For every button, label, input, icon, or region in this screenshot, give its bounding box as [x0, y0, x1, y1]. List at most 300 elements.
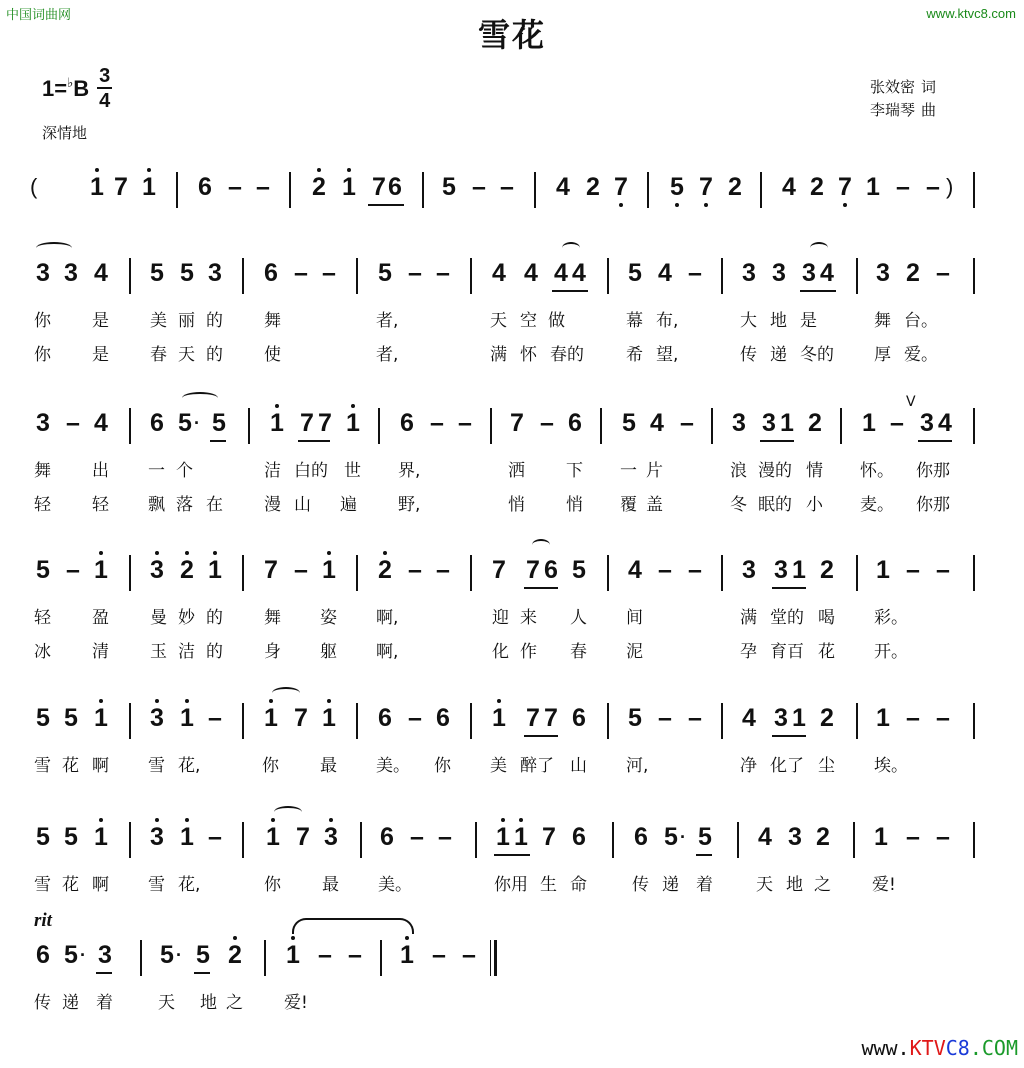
lyric-verse-1: 出: [92, 461, 109, 481]
lyric-verse-2: 轻: [34, 495, 51, 515]
note: 6: [572, 823, 586, 851]
lyric-verse-2: 躯: [320, 642, 337, 662]
low-octave-dot: [843, 203, 847, 207]
lyric-verse-1: 化了: [770, 756, 804, 776]
eighth-note-underline: [696, 854, 712, 856]
lyric-verse-1: 是: [800, 311, 817, 331]
note: 5: [622, 409, 636, 437]
eighth-note-underline: [194, 972, 210, 974]
lyric-verse-1: 彩。: [874, 608, 908, 628]
lyric-verse-2: 眠的: [758, 495, 792, 515]
key-signature: [42, 66, 112, 111]
note: 3: [208, 259, 222, 287]
lyric-verse-1: 你用: [494, 875, 528, 895]
lyric-verse-2: 你: [34, 345, 51, 365]
note: 3: [920, 409, 934, 437]
note: 1: [340, 172, 358, 202]
high-octave-dot: [497, 699, 501, 703]
note: 5 ·: [64, 941, 86, 969]
note: 4: [524, 259, 538, 287]
duration-dash: –: [436, 259, 450, 287]
note: 2: [728, 173, 742, 201]
barline: [607, 703, 609, 739]
note: 7: [697, 172, 715, 202]
lyric-verse-1: 尘: [818, 756, 835, 776]
note: 2: [906, 259, 920, 287]
lyric-verse-1: 个: [176, 461, 193, 481]
note: 4: [572, 259, 586, 287]
high-octave-dot: [271, 818, 275, 822]
note: 1: [92, 822, 110, 852]
high-octave-dot: [185, 818, 189, 822]
note: 2: [816, 823, 830, 851]
barline: [737, 822, 739, 858]
augmentation-dot: ·: [680, 827, 686, 847]
lyric-verse-2: 花: [818, 642, 835, 662]
lyric-verse-1: 舞: [264, 608, 281, 628]
lyric-verse-2: 的: [206, 345, 223, 365]
note: 2: [808, 409, 822, 437]
lyric-verse-2: 你那: [916, 495, 950, 515]
barline: [490, 408, 492, 444]
lyric-verse-1: 一: [620, 461, 637, 481]
lyric-verse-2: 孕: [740, 642, 757, 662]
augmentation-dot: ·: [194, 413, 200, 433]
lyric-verse-1: 递: [662, 875, 679, 895]
lyric-verse-1: 舞: [264, 311, 281, 331]
barline: [129, 822, 131, 858]
duration-dash: –: [896, 173, 910, 201]
lyric-verse-2: 遍: [340, 495, 357, 515]
barline: [470, 703, 472, 739]
lyric-verse-2: 者,: [376, 345, 399, 365]
note: 4: [94, 259, 108, 287]
lyric-verse-2: 递: [770, 345, 787, 365]
lyric-verse-1: 天: [158, 993, 175, 1013]
note: 6: [36, 941, 50, 969]
lyric-verse-1: 界,: [398, 461, 421, 481]
barline: [129, 703, 131, 739]
lyric-verse-1: 之: [226, 993, 243, 1013]
note: 1: [874, 823, 888, 851]
low-octave-dot: [704, 203, 708, 207]
high-octave-dot: [99, 551, 103, 555]
lyric-verse-1: 传: [34, 993, 51, 1013]
lyric-verse-1: 着: [96, 993, 113, 1013]
barline: [607, 555, 609, 591]
barline: [856, 555, 858, 591]
note: 5 ·: [664, 823, 686, 851]
note: 4: [658, 259, 672, 287]
slur-arc: [272, 687, 300, 699]
high-octave-dot: [347, 168, 351, 172]
duration-dash: –: [906, 823, 920, 851]
lyric-verse-2: 的: [206, 642, 223, 662]
duration-dash: –: [688, 556, 702, 584]
lyric-verse-1: 地: [770, 311, 787, 331]
note: 1: [862, 409, 876, 437]
note: 3: [322, 822, 340, 852]
eighth-note-underline: [210, 440, 226, 442]
note: 5: [36, 556, 50, 584]
lyric-verse-1: 爱!: [872, 875, 896, 895]
barline: [129, 555, 131, 591]
duration-dash: –: [438, 823, 452, 851]
lyric-verse-1: 洒: [508, 461, 525, 481]
note: 1: [320, 555, 338, 585]
watermark-site-name: 中国词曲网: [6, 8, 72, 23]
lyric-verse-1: 喝: [818, 608, 835, 628]
composer-name: 李瑞琴: [870, 101, 916, 119]
note: 3: [732, 409, 746, 437]
lyric-verse-1: 白的: [294, 461, 328, 481]
lyric-verse-1: 生: [540, 875, 557, 895]
duration-dash: –: [906, 704, 920, 732]
note: 1: [876, 704, 890, 732]
barline: [856, 703, 858, 739]
high-octave-dot: [351, 404, 355, 408]
lyric-verse-1: 天: [756, 875, 773, 895]
lyricist-name: 张效密: [870, 78, 916, 96]
note: 3: [774, 556, 788, 584]
note: 3: [802, 259, 816, 287]
eighth-note-underline: [760, 440, 794, 442]
lyric-verse-2: 春的: [550, 345, 584, 365]
lyric-verse-1: 花,: [178, 875, 201, 895]
lyric-verse-2: 怀: [520, 345, 537, 365]
lyric-verse-2: 泥: [626, 642, 643, 662]
duration-dash: –: [936, 823, 950, 851]
lyric-verse-1: 雪: [34, 756, 51, 776]
duration-dash: –: [348, 941, 362, 969]
lyric-verse-1: 河,: [626, 756, 649, 776]
lyric-verse-2: 身: [264, 642, 281, 662]
barline: [647, 172, 649, 208]
note: 1: [268, 408, 286, 438]
lyric-verse-1: 啊: [92, 875, 109, 895]
high-octave-dot: [155, 699, 159, 703]
lyric-verse-1: 花: [62, 756, 79, 776]
lyric-verse-1: 轻: [34, 608, 51, 628]
lyric-verse-1: 做: [548, 311, 565, 331]
note: 1: [494, 822, 512, 852]
lyric-verse-1: 命: [570, 875, 587, 895]
lyric-verse-2: 厚: [874, 345, 891, 365]
eighth-note-underline: [298, 440, 330, 442]
low-octave-dot: [619, 203, 623, 207]
duration-dash: –: [680, 409, 694, 437]
note: 7: [294, 704, 308, 732]
duration-dash: –: [926, 173, 940, 201]
time-signature-denominator: 4: [99, 90, 111, 112]
duration-dash: –: [294, 259, 308, 287]
duration-dash: –: [658, 704, 672, 732]
time-signature: [97, 66, 112, 111]
lyric-verse-1: 洁: [264, 461, 281, 481]
lyric-verse-2: 传: [740, 345, 757, 365]
note: 2: [226, 940, 244, 970]
duration-dash: –: [322, 259, 336, 287]
note: 7: [264, 556, 278, 584]
note: 1: [344, 408, 362, 438]
note: 1: [792, 704, 806, 732]
lyric-verse-2: 洁: [178, 642, 195, 662]
note: 6: [388, 173, 402, 201]
note: 5: [698, 823, 712, 851]
lyric-verse-1: 递: [62, 993, 79, 1013]
note: 1: [264, 822, 282, 852]
lyric-verse-2: 使: [264, 345, 281, 365]
barline: [242, 703, 244, 739]
high-octave-dot: [329, 818, 333, 822]
note: 3: [772, 259, 786, 287]
note: 1: [92, 703, 110, 733]
eighth-note-underline: [524, 587, 558, 589]
note: 7: [510, 409, 524, 437]
barline: [721, 703, 723, 739]
barline: [360, 822, 362, 858]
lyric-verse-2: 天: [178, 345, 195, 365]
lyric-verse-1: 迎: [492, 608, 509, 628]
note: 5: [196, 941, 210, 969]
lyric-verse-2: 小: [806, 495, 823, 515]
barline: [853, 822, 855, 858]
high-octave-dot: [185, 699, 189, 703]
lyric-verse-2: 望,: [656, 345, 679, 365]
lyric-verse-2: 爱。: [904, 345, 938, 365]
duration-dash: –: [208, 704, 222, 732]
note: 6: [568, 409, 582, 437]
note: 6: [264, 259, 278, 287]
duration-dash: –: [410, 823, 424, 851]
note: 3: [64, 259, 78, 287]
note: 4: [650, 409, 664, 437]
logo-part-ktv: KTV: [909, 1036, 946, 1060]
note: 4: [94, 409, 108, 437]
barline: [242, 555, 244, 591]
slur-arc: [810, 242, 828, 254]
duration-dash: –: [936, 259, 950, 287]
lyric-verse-2: 盖: [646, 495, 663, 515]
barline: [422, 172, 424, 208]
high-octave-dot: [213, 551, 217, 555]
credits: [870, 76, 936, 122]
lyric-verse-2: 玉: [150, 642, 167, 662]
note: 5: [442, 173, 456, 201]
duration-dash: –: [256, 173, 270, 201]
duration-dash: –: [318, 941, 332, 969]
high-octave-dot: [99, 818, 103, 822]
note: 6: [544, 556, 558, 584]
barline: [242, 258, 244, 294]
lyric-verse-1: 山: [570, 756, 587, 776]
lyric-verse-2: 是: [92, 345, 109, 365]
note: 6: [572, 704, 586, 732]
lyric-verse-2: 希: [626, 345, 643, 365]
note: 2: [376, 555, 394, 585]
lyric-verse-1: 传: [632, 875, 649, 895]
note: 6: [380, 823, 394, 851]
lyric-verse-1: 花: [62, 875, 79, 895]
lyric-verse-1: 曼: [150, 608, 167, 628]
lyric-verse-1: 盈: [92, 608, 109, 628]
note: 5: [212, 409, 226, 437]
lyric-verse-1: 姿: [320, 608, 337, 628]
eighth-note-underline: [368, 204, 404, 206]
note: 3: [148, 822, 166, 852]
lyric-verse-1: 你: [264, 875, 281, 895]
note: 4: [742, 704, 756, 732]
duration-dash: –: [458, 409, 472, 437]
note: 3: [788, 823, 802, 851]
duration-dash: –: [294, 556, 308, 584]
eighth-note-underline: [918, 440, 952, 442]
note: 5: [180, 259, 194, 287]
final-barline-thin: [490, 940, 491, 976]
barline: [711, 408, 713, 444]
slur-arc: [274, 806, 302, 818]
key-note: B: [73, 75, 90, 101]
note: 7: [492, 556, 506, 584]
high-octave-dot: [383, 551, 387, 555]
slur-arc: [36, 242, 72, 254]
barline: [140, 940, 142, 976]
lyric-verse-1: 情: [806, 461, 823, 481]
lyric-verse-1: 幕: [626, 311, 643, 331]
lyric-verse-1: 台。: [904, 311, 938, 331]
lyric-verse-1: 下: [566, 461, 583, 481]
bottom-site-logo: [861, 1036, 1018, 1060]
note: 5 ·: [160, 941, 182, 969]
note: 4: [782, 173, 796, 201]
lyric-verse-2: 野,: [398, 495, 421, 515]
note: 2: [820, 704, 834, 732]
barline: [380, 940, 382, 976]
lyric-verse-1: 最: [322, 875, 339, 895]
duration-dash: –: [472, 173, 486, 201]
lyric-verse-2: 落: [176, 495, 193, 515]
high-octave-dot: [317, 168, 321, 172]
logo-part-com: .COM: [969, 1036, 1018, 1060]
eighth-note-underline: [494, 854, 530, 856]
barline: [356, 258, 358, 294]
lyric-verse-1: 舞: [34, 461, 51, 481]
final-barline-thick: [494, 940, 497, 976]
lyric-verse-1: 花,: [178, 756, 201, 776]
high-octave-dot: [327, 699, 331, 703]
note: 3: [742, 259, 756, 287]
eighth-note-underline: [772, 587, 806, 589]
barline: [264, 940, 266, 976]
barline: [721, 555, 723, 591]
lyric-verse-1: 空: [520, 311, 537, 331]
lyric-verse-1: 啊: [92, 756, 109, 776]
barline: [475, 822, 477, 858]
lyric-verse-1: 净: [740, 756, 757, 776]
barline: [129, 258, 131, 294]
note: 4: [758, 823, 772, 851]
note: 1: [512, 822, 530, 852]
note: 1: [398, 940, 416, 970]
lyric-verse-1: 人: [570, 608, 587, 628]
note: 1: [178, 822, 196, 852]
lyric-verse-2: 化: [492, 642, 509, 662]
lyric-verse-1: 美。: [378, 875, 412, 895]
barline: [176, 172, 178, 208]
lyric-verse-1: 浪: [730, 461, 747, 481]
slur-arc: [182, 392, 218, 404]
note: 5 ·: [178, 409, 200, 437]
high-octave-dot: [327, 551, 331, 555]
lyric-verse-1: 来: [520, 608, 537, 628]
composer-role: 曲: [921, 101, 937, 119]
note: 3: [148, 555, 166, 585]
barline: [378, 408, 380, 444]
note: 5: [668, 172, 686, 202]
note: 1: [876, 556, 890, 584]
high-octave-dot: [519, 818, 523, 822]
high-octave-dot: [275, 404, 279, 408]
note: 7: [612, 172, 630, 202]
note: 6: [634, 823, 648, 851]
lyric-verse-1: 的: [206, 608, 223, 628]
lyric-verse-2: 山: [294, 495, 311, 515]
lyricist-credit: [870, 76, 936, 99]
lyric-verse-2: 春: [150, 345, 167, 365]
note: 1: [88, 172, 106, 202]
lyric-verse-1: 美: [490, 756, 507, 776]
lyric-verse-2: 满: [490, 345, 507, 365]
flat-sign-icon: ♭: [67, 74, 74, 90]
duration-dash: –: [936, 704, 950, 732]
lyric-verse-1: 丽: [178, 311, 195, 331]
note: 7: [296, 823, 310, 851]
lyric-verse-1: 一: [148, 461, 165, 481]
duration-dash: –: [658, 556, 672, 584]
note: 1: [206, 555, 224, 585]
note: 5: [628, 259, 642, 287]
duration-dash: –: [66, 409, 80, 437]
note: 1: [866, 173, 880, 201]
high-octave-dot: [501, 818, 505, 822]
lyric-verse-2: 作: [520, 642, 537, 662]
duration-dash: –: [408, 556, 422, 584]
note: 6: [198, 173, 212, 201]
high-octave-dot: [155, 818, 159, 822]
lyric-verse-1: 雪: [148, 756, 165, 776]
note: 7: [526, 556, 540, 584]
barline: [612, 822, 614, 858]
duration-dash: –: [436, 556, 450, 584]
lyricist-role: 词: [921, 78, 937, 96]
note: 3: [36, 259, 50, 287]
lyric-verse-1: 雪: [148, 875, 165, 895]
lyric-verse-1: 着: [696, 875, 713, 895]
lyric-verse-2: 冰: [34, 642, 51, 662]
repeat-parenthesis: ): [946, 174, 954, 199]
note: 2: [178, 555, 196, 585]
note: 1: [490, 703, 508, 733]
lyric-verse-1: 地: [200, 993, 217, 1013]
note: 5: [64, 823, 78, 851]
high-octave-dot: [405, 936, 409, 940]
lyric-verse-1: 者,: [376, 311, 399, 331]
watermark-site-url: www.ktvc8.com: [926, 6, 1016, 21]
lyric-verse-1: 是: [92, 311, 109, 331]
note: 4: [938, 409, 952, 437]
duration-dash: –: [500, 173, 514, 201]
high-octave-dot: [291, 936, 295, 940]
